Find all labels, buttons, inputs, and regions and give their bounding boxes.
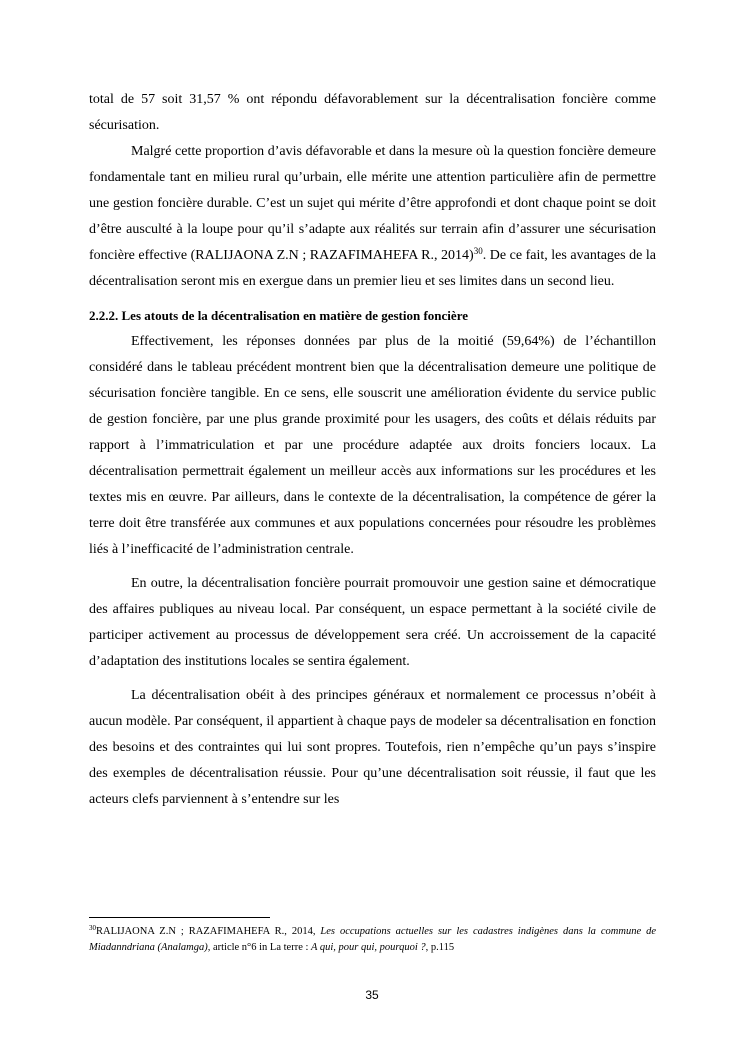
paragraph-en-outre: En outre, la décentralisation foncière pourrait promouvoir une gestion saine et démocratique des affaires publiques au niveau local. Par conséquent, un espace permettant à la société civile de participer activement au processus de développement sera créé. Un accroissement de la capacité d’adaptation des institutions locales se sentira également. (89, 576, 656, 669)
footnote-divider (89, 917, 270, 918)
footnote (89, 924, 656, 956)
paragraph-continuation: total de 57 soit 31,57 % ont répondu défavorablement sur la décentralisation foncière comme sécurisation. (89, 92, 656, 133)
footnote-middle: article n°6 in La terre : (210, 942, 312, 953)
footnote-title: Les occupations actuelles sur les cadastres indigènes dans la commune de Miadanndriana (Analamga), (89, 926, 657, 953)
page-number: 35 (365, 988, 379, 1002)
paragraph-principes: La décentralisation obéit à des principes généraux et normalement ce processus n’obéit à aucun modèle. Par conséquent, il appartient à chaque pays de modeler sa décentralisation en fonction des besoins et des contraintes qui lui sont propres. Toutefois, rien n’empêche qu’un pays s’inspire des exemples de décentralisation réussie. Pour qu’une décentralisation soit réussie, il faut que les acteurs clefs parviennent à s’entendre sur les (89, 688, 656, 807)
body-text (89, 87, 656, 813)
paragraph-malgre (89, 139, 656, 295)
footnote-end: , p.115 (425, 942, 455, 953)
footnote-reference[interactable]: 30 (473, 246, 483, 256)
footnote-series: A qui, pour qui, pourquoi ? (311, 942, 426, 953)
paragraph-malgre-text: Malgré cette proportion d’avis défavorable et dans la mesure où la question foncière demeure fondamentale tant en milieu rural qu’urbain, elle mérite une attention particulière afin de permettre une gestion foncière durable. C’est un sujet qui mérite d’être approfondi et dont chaque point se doit d’être ausculté à la loupe pour qu’il s’adapte aux réalités sur terrain afin d’assurer une sécurisation foncière effective (RALIJAONA Z.N ; RAZAFIMAHEFA R., 2014) (89, 144, 656, 263)
paragraph-effectivement: Effectivement, les réponses données par plus de la moitié (59,64%) de l’échantillon considéré dans le tableau précédent montrent bien que la décentralisation demeure une politique de sécurisation foncière tangible. En ce sens, elle souscrit une amélioration évidente du service public de gestion foncière, par une plus grande proximité pour les usagers, des coûts et délais réduits par rapport à l’immatriculation et par une procédure adaptée aux droits fonciers locaux. La décentralisation permettrait également un meilleur accès aux informations sur les procédures et les textes mis en œuvre. Par ailleurs, dans le contexte de la décentralisation, la compétence de gérer la terre doit être transférée aux communes et aux populations concernées pour résoudre les problèmes liés à l’inefficacité de l’administration centrale. (89, 334, 656, 557)
footnote-number: 30 (89, 924, 96, 932)
paragraph-malgre-end: . De ce fait, les avantages de la décentralisation seront mis en exergue dans un premier lieu et ses limites dans un second lieu. (89, 248, 656, 289)
footnote-authors: RALIJAONA Z.N ; RAZAFIMAHEFA R., 2014, (96, 926, 321, 937)
section-heading: 2.2.2. Les atouts de la décentralisation en matière de gestion foncière (89, 308, 468, 323)
